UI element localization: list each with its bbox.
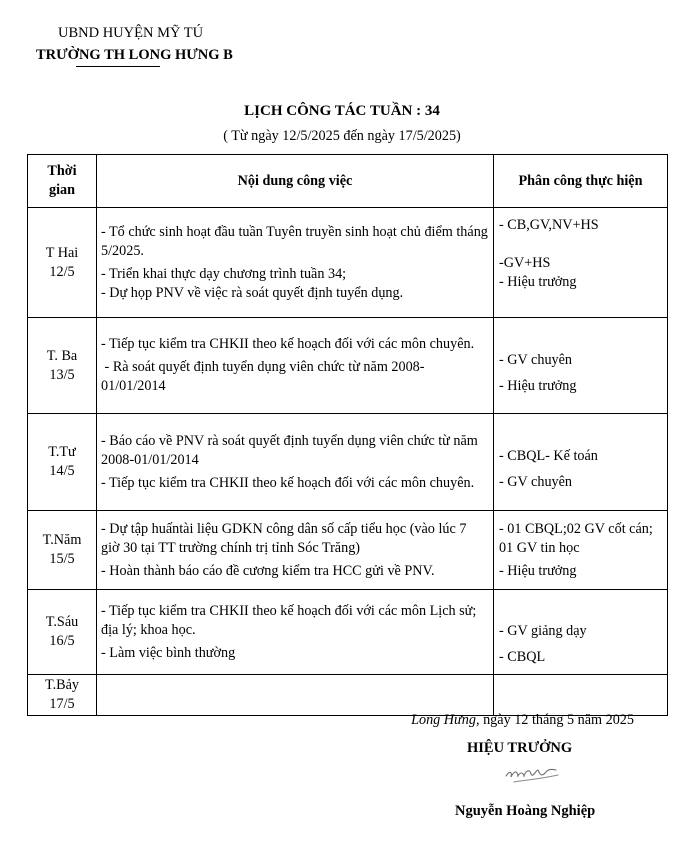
task-item: - Làm việc bình thường [101,644,236,661]
assignee-item: - GV chuyên [499,352,573,368]
task-item: - Tiếp tục kiểm tra CHKII theo kế hoạch đối với các môn chuyên. [101,336,475,352]
day-date: 14/5 [49,463,75,479]
day-date: 12/5 [49,263,75,280]
day-cell [28,590,97,675]
tasks-cell [97,318,494,414]
task-item: - Báo cáo về PNV rà soát quyết định tuyển dụng viên chức từ năm 2008-01/01/2014 [101,432,478,468]
task-item: - Hoàn thành báo cáo đề cương kiểm tra HCC gửi về PNV. [101,562,435,579]
table-row-thursday [28,511,668,590]
table-row-monday [28,208,668,318]
header-time-line1: Thời [47,163,77,179]
day-cell [28,414,97,511]
task-item: - Dự tập huấntài liệu GDKN công dân số cấp tiểu học (vào lúc 7 giờ 30 tại TT trường chính trị tỉnh Sóc Trăng) [101,520,467,556]
assignee-item: - CBQL- Kế toán [499,448,598,464]
header-underline [76,66,160,67]
day-date: 15/5 [49,551,75,567]
day-cell [28,208,97,318]
day-date: 13/5 [49,366,75,383]
table-row-wednesday [28,414,668,511]
day-date: 17/5 [49,696,75,712]
document-title: LỊCH CÔNG TÁC TUẦN : 34 [244,103,440,119]
header-school: TRƯỜNG TH LONG HƯNG B [36,47,233,63]
signature-mark [500,760,566,790]
task-item: - Triển khai thực dạy chương trình tuần 34; [101,265,347,282]
header-time [28,155,97,208]
assignee-item: - GV chuyên [499,474,573,490]
assignee-item: -GV+HS [499,255,551,271]
task-item: - Tổ chức sinh hoạt đầu tuần Tuyên truyền sinh hoạt chủ điểm tháng 5/2025. [101,223,488,259]
tasks-cell [97,414,494,511]
assignees-cell [494,318,668,414]
tasks-cell [97,590,494,675]
header-org: UBND HUYỆN MỸ TÚ [58,25,204,41]
assignee-item: - CBQL [499,649,546,665]
task-item: - Tiếp tục kiểm tra CHKII theo kế hoạch đối với các môn chuyên. [101,474,475,491]
table-row-friday [28,590,668,675]
schedule-table [27,154,668,716]
assignee-item: - Hiệu trưởng [499,562,577,579]
assignees-cell [494,590,668,675]
header-assign: Phân công thực hiện [494,155,668,208]
assignees-cell [494,208,668,318]
tasks-cell [97,675,494,716]
assignees-cell [494,414,668,511]
signing-date: , ngày 12 tháng 5 năm 2025 [475,712,634,728]
assignee-item: - Hiệu trưởng [499,378,577,394]
signing-place: Long Hưng [411,712,476,728]
assignee-item: - CB,GV,NV+HS [499,217,599,233]
header-time-line2: gian [48,182,76,198]
day-label: T.Tư [48,444,76,460]
day-date: 16/5 [49,633,75,649]
task-item: - Dự họp PNV về việc rà soát quyết định tuyển dụng. [101,284,404,301]
assignee-item: - 01 CBQL;02 GV cốt cán; 01 GV tin học [499,520,653,556]
task-item: - Rà soát quyết định tuyển dụng viên chức từ năm 2008-01/01/2014 [101,359,425,394]
day-label: T.Bảy [44,677,79,693]
table-row-tuesday [28,318,668,414]
day-label: T Hai [45,244,79,261]
signer-name: Nguyễn Hoàng Nghiệp [455,803,596,819]
assignees-cell [494,511,668,590]
header-content: Nội dung công việc [97,155,494,208]
table-header-row [28,155,668,208]
day-cell [28,318,97,414]
task-item: - Tiếp tục kiểm tra CHKII theo kế hoạch đối với các môn Lịch sử; địa lý; khoa học. [101,602,477,638]
day-label: T. Ba [46,347,78,364]
day-label: T.Năm [42,532,82,548]
day-cell [28,511,97,590]
table-row-saturday [28,675,668,716]
day-cell [28,675,97,716]
day-label: T.Sáu [45,614,79,630]
assignees-cell [494,675,668,716]
signer-role: HIỆU TRƯỞNG [467,740,573,756]
document-subtitle: ( Từ ngày 12/5/2025 đến ngày 17/5/2025) [223,128,461,144]
assignee-item: - GV giảng dạy [499,623,587,639]
tasks-cell [97,511,494,590]
tasks-cell [97,208,494,318]
assignee-item: - Hiệu trưởng [499,274,577,290]
signing-place-date [0,712,634,729]
